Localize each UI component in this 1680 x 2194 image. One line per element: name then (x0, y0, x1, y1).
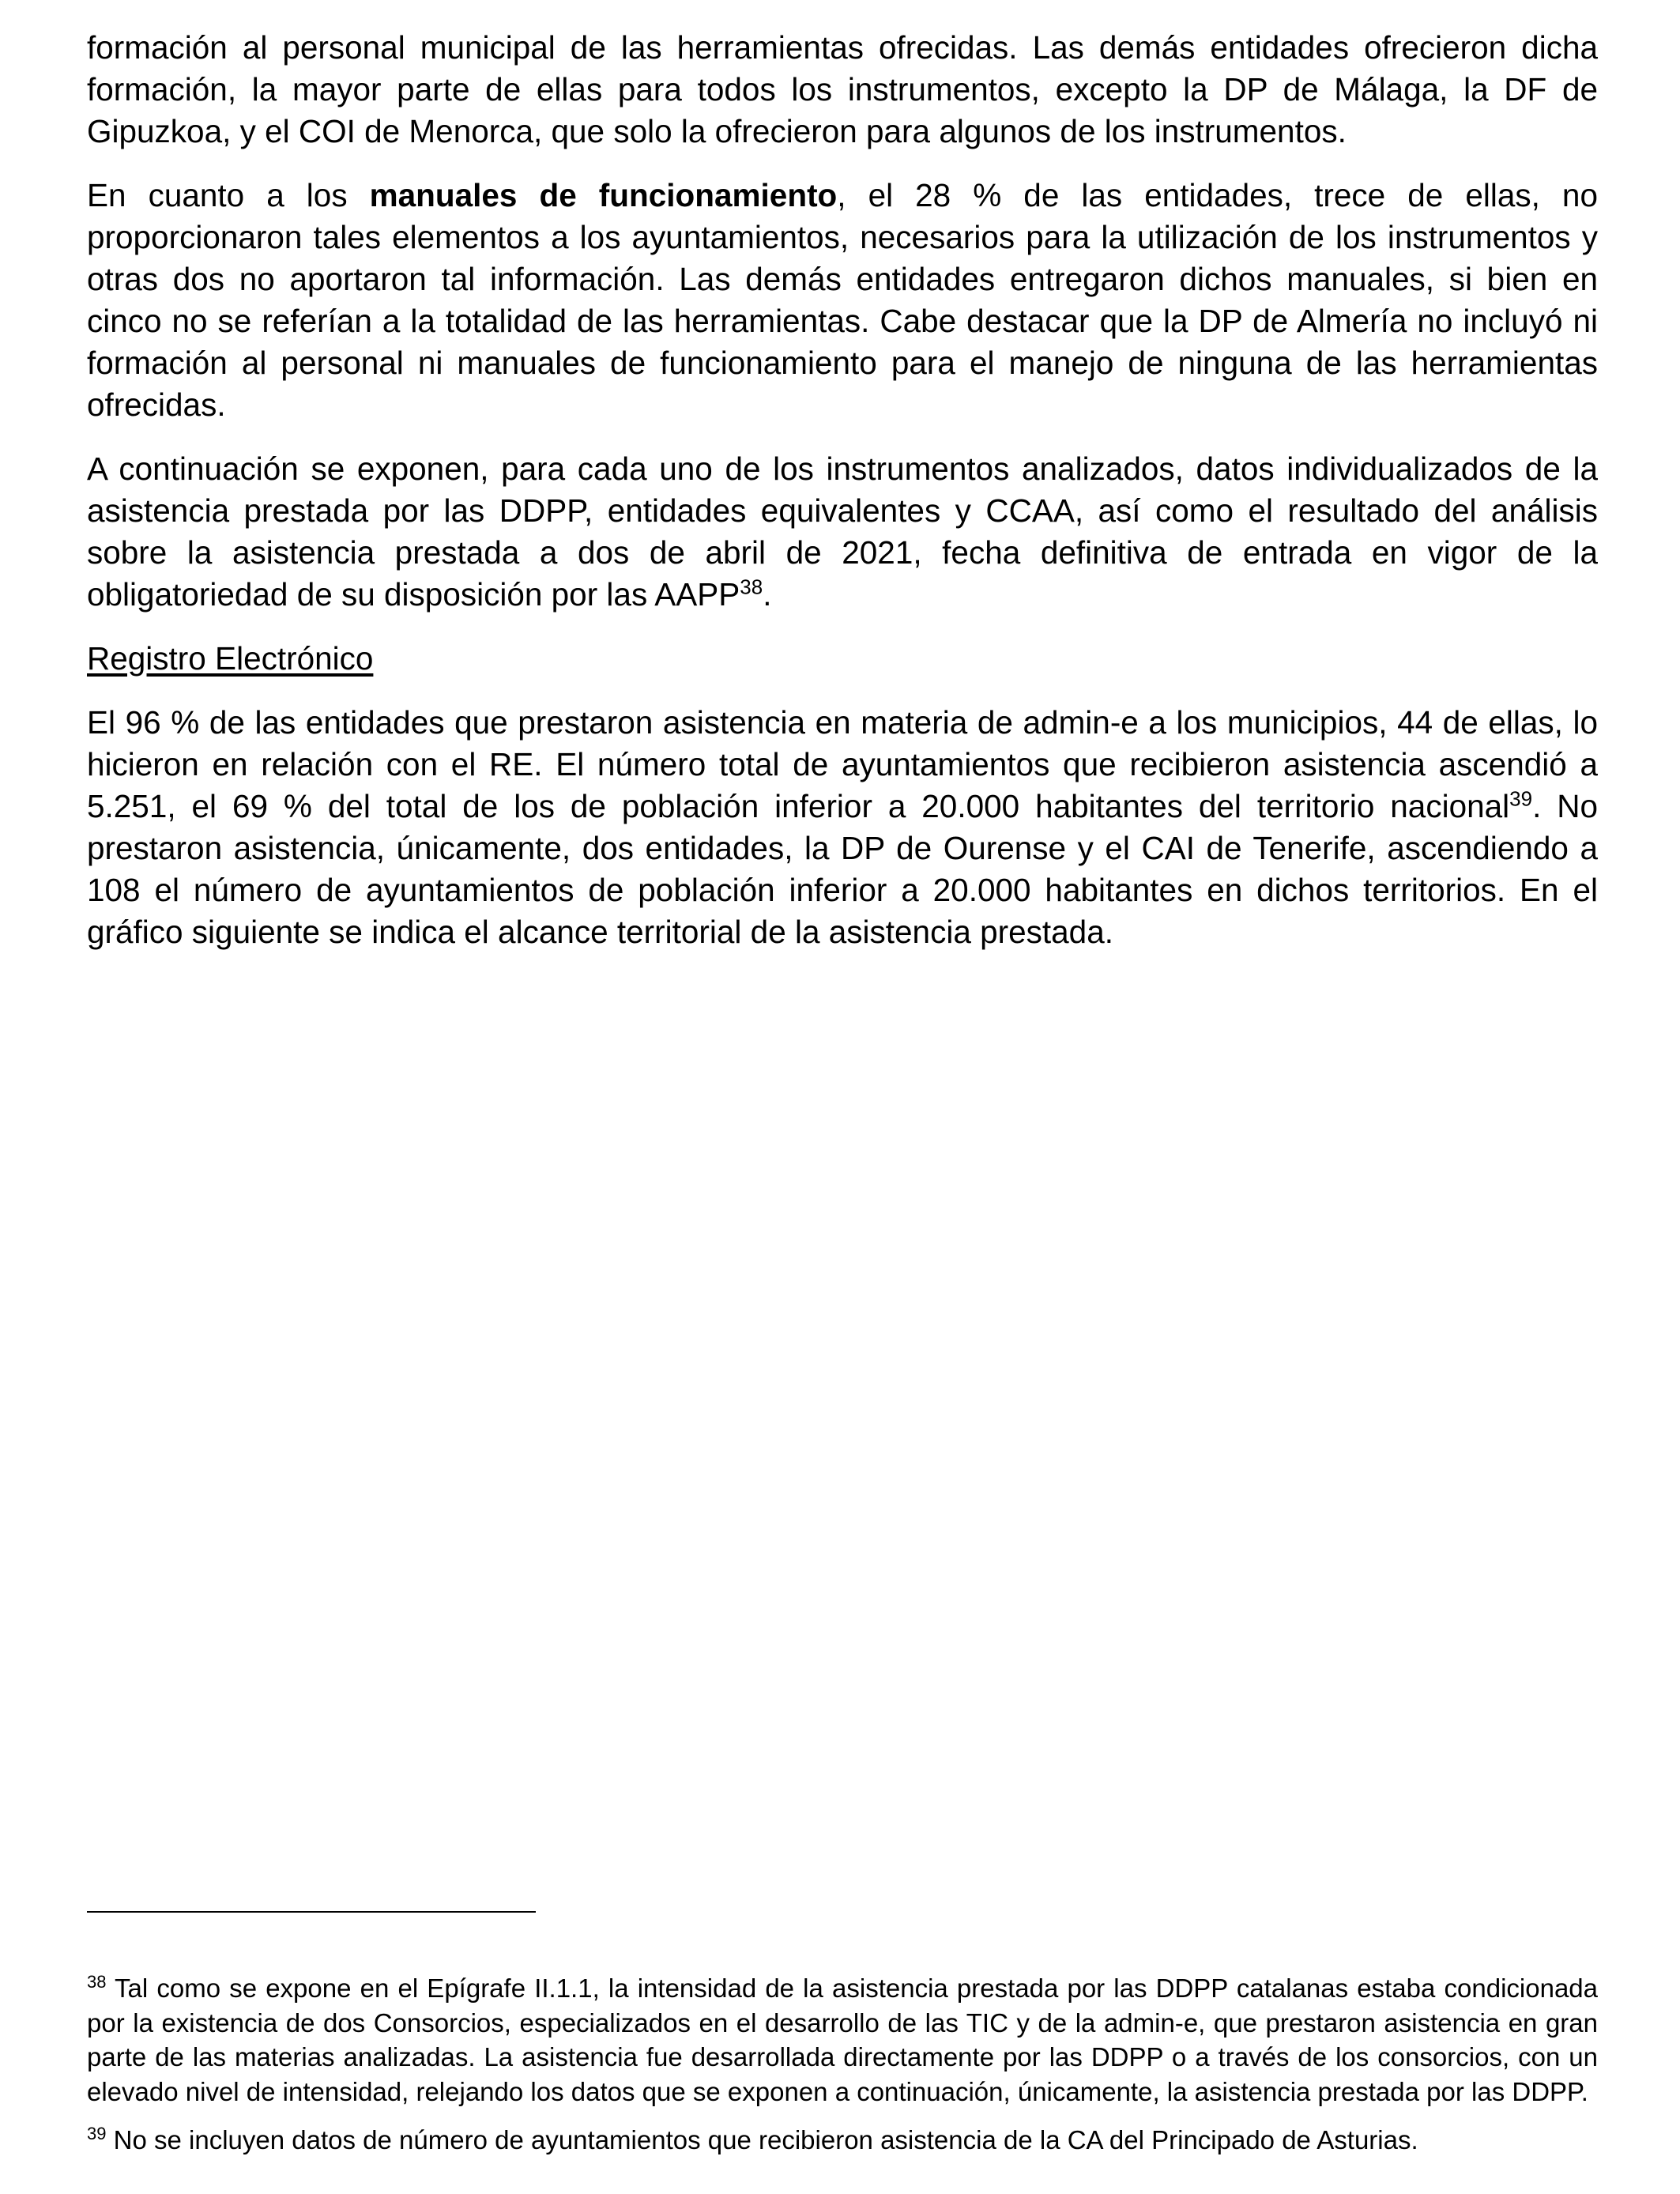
paragraph-registro (87, 702, 1598, 953)
paragraph-continuacion (87, 448, 1598, 616)
footnote-separator (87, 1911, 536, 1913)
paragraph-registro-rest: . No prestaron asistencia, únicamente, dos entidades, la DP de Ourense y el CAI de Tenerife, ascendiendo a 108 el número de ayuntamientos de población inferior a 20.000 habitantes en dichos territorios. En el gráfico siguiente se indica el alcance territorial de la asistencia prestada. (87, 788, 1598, 950)
document-body (87, 27, 1598, 953)
footnote-ref-38[interactable]: 38 (740, 575, 763, 599)
paragraph-registro-text: El 96 % de las entidades que prestaron asistencia en materia de admin-e a los municipios, 44 de ellas, lo hicieron en relación con el RE. El número total de ayuntamientos que recibieron asistencia ascendió a 5.251, el 69 % del total de los de población inferior a 20.000 habitantes del territorio nacional (87, 704, 1598, 824)
footnote-39-number: 39 (87, 2124, 107, 2143)
bold-term-manuales: manuales de funcionamiento (369, 177, 838, 213)
footnote-39 (87, 2123, 1598, 2158)
footnote-38-number: 38 (87, 1972, 107, 1992)
footnotes (87, 1971, 1598, 2158)
paragraph-formacion-text: formación al personal municipal de las herramientas ofrecidas. Las demás entidades ofrecieron dicha formación, la mayor parte de ellas para todos los instrumentos, excepto la DP de Málaga, la DF de Gipuzkoa, y el COI de Menorca, que solo la ofrecieron para algunos de los instrumentos. (87, 29, 1598, 149)
footnote-ref-39[interactable]: 39 (1509, 786, 1533, 811)
paragraph-continuacion-end: . (763, 576, 772, 613)
footnote-38 (87, 1971, 1598, 2109)
paragraph-formacion (87, 27, 1598, 153)
paragraph-manuales-rest: , el 28 % de las entidades, trece de ellas, no proporcionaron tales elementos a los ayuntamientos, necesarios para la utilización de los instrumentos y otras dos no aportaron tal información. Las demás entidades entregaron dichos manuales, si bien en cinco no se referían a la totalidad de las herramientas. Cabe destacar que la DP de Almería no incluyó ni formación al personal ni manuales de funcionamiento para el manejo de ninguna de las herramientas ofrecidas. (87, 177, 1598, 423)
footnote-38-text: Tal como se expone en el Epígrafe II.1.1, la intensidad de la asistencia prestada por las DDPP catalanas estaba condicionada por la existencia de dos Consorcios, especializados en el desarrollo de las TIC y de la admin-e, que prestaron asistencia en gran parte de las materias analizadas. La asistencia fue desarrollada directamente por las DDPP o a través de los consorcios, con un elevado nivel de intensidad, relejando los datos que se exponen a continuación, únicamente, la asistencia prestada por las DDPP. (87, 1973, 1598, 2106)
paragraph-manuales (87, 175, 1598, 426)
paragraph-continuacion-text: A continuación se exponen, para cada uno de los instrumentos analizados, datos individualizados de la asistencia prestada por las DDPP, entidades equivalentes y CCAA, así como el resultado del análisis sobre la asistencia prestada a dos de abril de 2021, fecha definitiva de entrada en vigor de la obligatoriedad de su disposición por las AAPP (87, 450, 1598, 613)
section-heading-registro-electronico: Registro Electrónico (87, 640, 374, 677)
footnote-39-text: No se incluyen datos de número de ayuntamientos que recibieron asistencia de la CA del Principado de Asturias. (106, 2125, 1418, 2154)
paragraph-manuales-intro: En cuanto a los (87, 177, 370, 213)
